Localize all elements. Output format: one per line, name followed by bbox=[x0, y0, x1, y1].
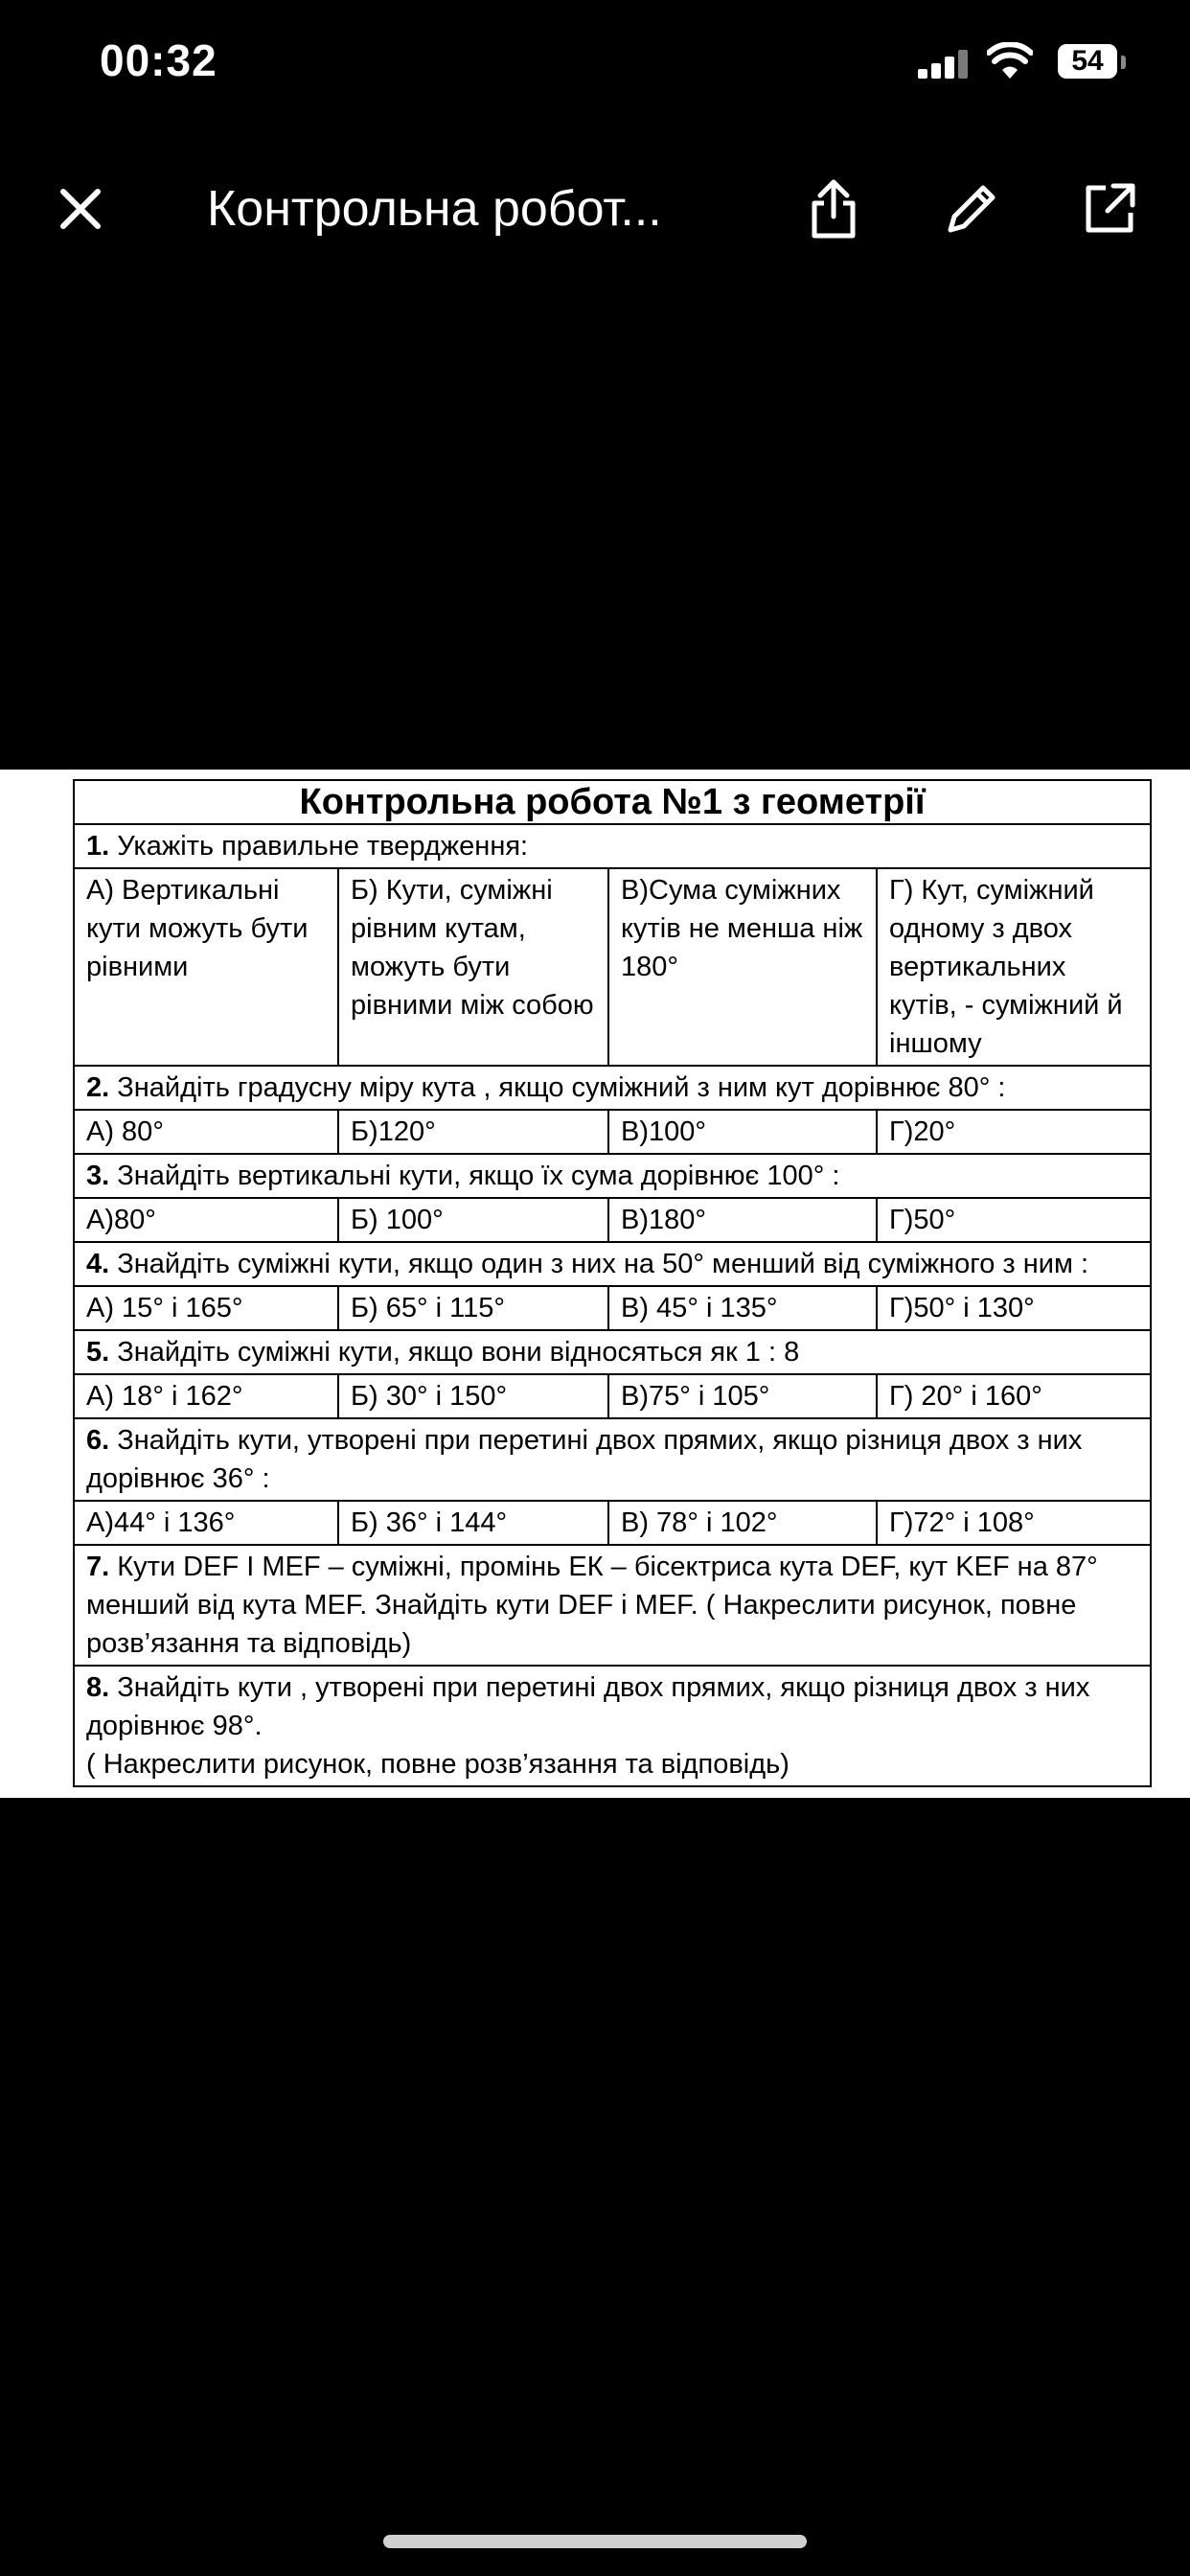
close-icon[interactable] bbox=[46, 174, 115, 243]
answer-d: Г)50° і 130° bbox=[877, 1286, 1151, 1330]
file-title: Контрольна робот... bbox=[207, 181, 662, 237]
home-indicator[interactable] bbox=[383, 2535, 807, 2548]
question-text: Укажіть правильне твердження: bbox=[109, 831, 529, 862]
battery-level: 54 bbox=[1058, 44, 1117, 79]
answer-row bbox=[74, 1286, 1151, 1330]
question-1 bbox=[74, 824, 1151, 868]
answer-b: Б) 30° і 150° bbox=[338, 1374, 608, 1418]
answer-c: В)180° bbox=[608, 1198, 877, 1242]
open-external-icon[interactable] bbox=[1075, 174, 1144, 243]
answer-a: А)44° і 136° bbox=[74, 1501, 338, 1545]
answer-row bbox=[74, 868, 1151, 1066]
question-text: Знайдіть кути , утворені при перетині двох прямих, якщо різниця двох з них дорівнює 98°. bbox=[86, 1672, 1090, 1741]
question-8 bbox=[74, 1666, 1151, 1786]
answer-row bbox=[74, 1198, 1151, 1242]
question-number: 1. bbox=[86, 831, 110, 862]
wifi-icon bbox=[987, 42, 1033, 80]
answer-c: В)Сума суміжних кутів не менша ніж 180° bbox=[608, 868, 877, 1066]
question-text: Знайдіть кути, утворені при перетині двох прямих, якщо різниця двох з них дорівнює 36° : bbox=[86, 1425, 1083, 1494]
battery-cap bbox=[1121, 56, 1126, 69]
answer-d: Г) Кут, суміжний одному з двох вертикальних кутів, - суміжний й іншому bbox=[877, 868, 1151, 1066]
question-text: Знайдіть вертикальні кути, якщо їх сума дорівнює 100° : bbox=[109, 1161, 840, 1191]
answer-d: Г)20° bbox=[877, 1110, 1151, 1154]
answer-c: В) 78° і 102° bbox=[608, 1501, 877, 1545]
answer-b: Б) 100° bbox=[338, 1198, 608, 1242]
answer-c: В)100° bbox=[608, 1110, 877, 1154]
question-number: 5. bbox=[86, 1337, 110, 1368]
question-text: Кути DEF I MEF – суміжні, промінь ЕК – бісектриса кута DEF, кут KEF на 87° менший від кута MEF. Знайдіть кути DEF і MEF. ( Накреслити рисунок, повне розв’язання та відповідь) bbox=[86, 1552, 1098, 1659]
answer-c: В)75° і 105° bbox=[608, 1374, 877, 1418]
cellular-signal-icon bbox=[918, 48, 968, 79]
question-7 bbox=[74, 1545, 1151, 1666]
status-bar bbox=[0, 0, 1190, 134]
answer-row bbox=[74, 1374, 1151, 1418]
answer-row bbox=[74, 1501, 1151, 1545]
answer-a: А)80° bbox=[74, 1198, 338, 1242]
question-text: Знайдіть градусну міру кута , якщо суміжний з ним кут дорівнює 80° : bbox=[109, 1072, 1006, 1103]
answer-d: Г)50° bbox=[877, 1198, 1151, 1242]
answer-b: Б) Кути, суміжні рівним кутам, можуть бути рівними між собою bbox=[338, 868, 608, 1066]
answer-a: А) Вертикальні кути можуть бути рівними bbox=[74, 868, 338, 1066]
answer-a: А) 18° і 162° bbox=[74, 1374, 338, 1418]
question-text: Знайдіть суміжні кути, якщо один з них на 50° менший від суміжного з ним : bbox=[109, 1249, 1088, 1279]
question-number: 4. bbox=[86, 1249, 110, 1279]
question-number: 8. bbox=[86, 1672, 110, 1703]
answer-d: Г) 20° і 160° bbox=[877, 1374, 1151, 1418]
question-5 bbox=[74, 1330, 1151, 1374]
share-icon[interactable] bbox=[799, 174, 868, 243]
question-3 bbox=[74, 1154, 1151, 1198]
clock: 00:32 bbox=[100, 35, 217, 85]
question-6 bbox=[74, 1418, 1151, 1501]
pencil-icon[interactable] bbox=[937, 174, 1006, 243]
question-2 bbox=[74, 1066, 1151, 1110]
test-table bbox=[73, 779, 1152, 1787]
question-number: 6. bbox=[86, 1425, 110, 1456]
question-text: Знайдіть суміжні кути, якщо вони відносяться як 1 : 8 bbox=[109, 1337, 800, 1368]
answer-d: Г)72° і 108° bbox=[877, 1501, 1151, 1545]
question-number: 7. bbox=[86, 1552, 110, 1582]
answer-a: А) 80° bbox=[74, 1110, 338, 1154]
question-note: ( Накреслити рисунок, повне розв’язання та відповідь) bbox=[86, 1749, 790, 1780]
question-number: 2. bbox=[86, 1072, 110, 1103]
question-number: 3. bbox=[86, 1161, 110, 1191]
answer-b: Б) 65° і 115° bbox=[338, 1286, 608, 1330]
answer-b: Б)120° bbox=[338, 1110, 608, 1154]
answer-a: А) 15° і 165° bbox=[74, 1286, 338, 1330]
document-page bbox=[0, 770, 1190, 1798]
answer-c: В) 45° і 135° bbox=[608, 1286, 877, 1330]
answer-row bbox=[74, 1110, 1151, 1154]
answer-b: Б) 36° і 144° bbox=[338, 1501, 608, 1545]
document-title: Контрольна робота №1 з геометрії bbox=[74, 780, 1151, 824]
question-4 bbox=[74, 1242, 1151, 1286]
